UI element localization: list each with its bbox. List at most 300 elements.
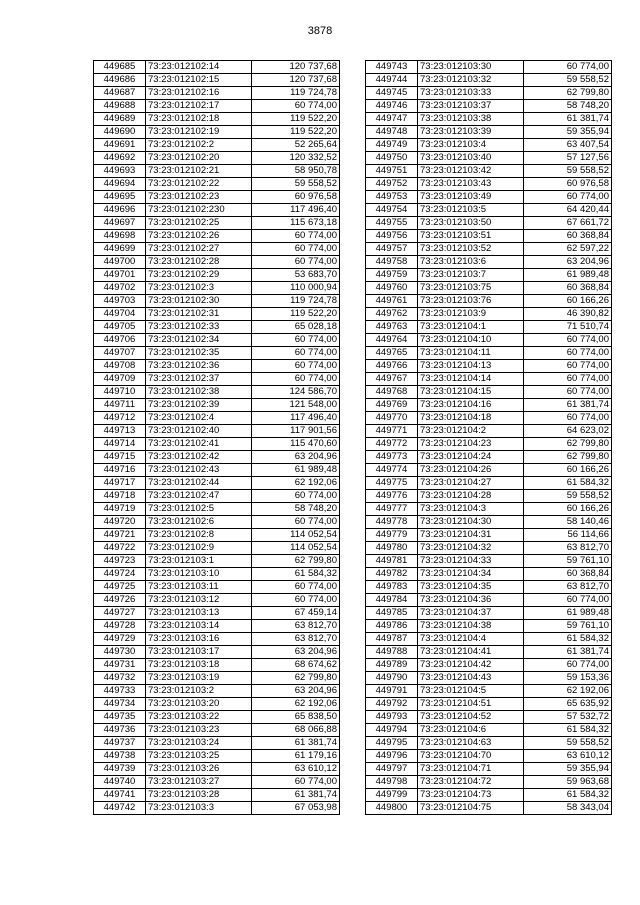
row-id-cell: 449692 [94,152,146,165]
table-row [366,685,612,698]
cadastral-number-cell: 73:23:012103:16 [146,633,252,646]
value-cell: 61 989,48 [524,269,612,282]
cadastral-number-cell: 73:23:012104:5 [418,685,524,698]
table-row [94,555,340,568]
value-cell: 46 390,82 [524,308,612,321]
value-cell: 63 610,12 [252,763,340,776]
cadastral-number-cell: 73:23:012102:25 [146,217,252,230]
table-row [366,607,612,620]
value-cell: 63 812,70 [524,581,612,594]
table-row [94,282,340,295]
row-id-cell: 449770 [366,412,418,425]
row-id-cell: 449698 [94,230,146,243]
table-body-right [366,61,612,815]
row-id-cell: 449788 [366,646,418,659]
value-cell: 61 381,74 [252,737,340,750]
table-row [94,711,340,724]
row-id-cell: 449793 [366,711,418,724]
value-cell: 62 192,06 [252,698,340,711]
cadastral-number-cell: 73:23:012103:14 [146,620,252,633]
table-row [94,295,340,308]
cadastral-number-cell: 73:23:012103:24 [146,737,252,750]
row-id-cell: 449685 [94,61,146,74]
value-cell: 60 976,58 [524,178,612,191]
row-id-cell: 449752 [366,178,418,191]
row-id-cell: 449705 [94,321,146,334]
table-row [366,555,612,568]
value-cell: 60 774,00 [252,490,340,503]
data-table-left [93,60,340,815]
cadastral-number-cell: 73:23:012103:49 [418,191,524,204]
value-cell: 57 127,56 [524,152,612,165]
value-cell: 63 407,54 [524,139,612,152]
value-cell: 53 683,70 [252,269,340,282]
value-cell: 58 950,78 [252,165,340,178]
row-id-cell: 449714 [94,438,146,451]
value-cell: 60 166,26 [524,295,612,308]
data-table-right [365,60,612,815]
table-row [94,763,340,776]
value-cell: 64 623,02 [524,425,612,438]
cadastral-number-cell: 73:23:012102:3 [146,282,252,295]
value-cell: 59 761,10 [524,555,612,568]
cadastral-number-cell: 73:23:012104:28 [418,490,524,503]
table-row [94,61,340,74]
row-id-cell: 449712 [94,412,146,425]
table-row [94,477,340,490]
row-id-cell: 449746 [366,100,418,113]
row-id-cell: 449794 [366,724,418,737]
value-cell: 63 812,70 [524,542,612,555]
row-id-cell: 449693 [94,165,146,178]
table-row [366,347,612,360]
cadastral-number-cell: 73:23:012103:42 [418,165,524,178]
value-cell: 60 774,00 [524,373,612,386]
value-cell: 61 381,74 [524,399,612,412]
row-id-cell: 449766 [366,360,418,373]
table-row [366,516,612,529]
table-row [366,412,612,425]
value-cell: 117 496,40 [252,204,340,217]
table-row [94,685,340,698]
table-row [366,724,612,737]
value-cell: 59 761,10 [524,620,612,633]
cadastral-number-cell: 73:23:012103:17 [146,646,252,659]
cadastral-number-cell: 73:23:012102:27 [146,243,252,256]
row-id-cell: 449741 [94,789,146,802]
row-id-cell: 449763 [366,321,418,334]
cadastral-number-cell: 73:23:012102:43 [146,464,252,477]
row-id-cell: 449754 [366,204,418,217]
value-cell: 59 558,52 [524,165,612,178]
table-row [366,789,612,802]
value-cell: 61 989,48 [252,464,340,477]
cadastral-number-cell: 73:23:012104:63 [418,737,524,750]
cadastral-number-cell: 73:23:012102:5 [146,503,252,516]
row-id-cell: 449745 [366,87,418,100]
table-row [94,100,340,113]
value-cell: 61 179,16 [252,750,340,763]
cadastral-number-cell: 73:23:012102:33 [146,321,252,334]
value-cell: 117 496,40 [252,412,340,425]
cadastral-number-cell: 73:23:012103:75 [418,282,524,295]
table-row [94,373,340,386]
cadastral-number-cell: 73:23:012103:7 [418,269,524,282]
cadastral-number-cell: 73:23:012102:6 [146,516,252,529]
table-row [366,425,612,438]
row-id-cell: 449743 [366,61,418,74]
table-row [94,646,340,659]
row-id-cell: 449760 [366,282,418,295]
cadastral-number-cell: 73:23:012102:31 [146,308,252,321]
value-cell: 62 799,80 [524,451,612,464]
table-row [366,269,612,282]
cadastral-number-cell: 73:23:012102:20 [146,152,252,165]
value-cell: 62 192,06 [524,685,612,698]
row-id-cell: 449702 [94,282,146,295]
value-cell: 60 774,00 [252,230,340,243]
value-cell: 56 114,66 [524,529,612,542]
table-row [94,503,340,516]
table-body-left [94,61,340,815]
table-row [94,542,340,555]
table-row [94,360,340,373]
cadastral-number-cell: 73:23:012103:52 [418,243,524,256]
cadastral-number-cell: 73:23:012102:4 [146,412,252,425]
table-row [94,737,340,750]
value-cell: 65 838,50 [252,711,340,724]
value-cell: 59 153,36 [524,672,612,685]
table-row [94,789,340,802]
table-row [94,204,340,217]
row-id-cell: 449694 [94,178,146,191]
table-row [94,438,340,451]
cadastral-number-cell: 73:23:012102:2 [146,139,252,152]
value-cell: 60 774,00 [252,243,340,256]
row-id-cell: 449729 [94,633,146,646]
cadastral-number-cell: 73:23:012103:13 [146,607,252,620]
cadastral-number-cell: 73:23:012102:35 [146,347,252,360]
cadastral-number-cell: 73:23:012103:51 [418,230,524,243]
row-id-cell: 449728 [94,620,146,633]
row-id-cell: 449695 [94,191,146,204]
row-id-cell: 449777 [366,503,418,516]
value-cell: 62 192,06 [252,477,340,490]
value-cell: 62 799,80 [524,438,612,451]
row-id-cell: 449758 [366,256,418,269]
cadastral-number-cell: 73:23:012104:42 [418,659,524,672]
table-row [94,529,340,542]
row-id-cell: 449784 [366,594,418,607]
table-row [94,412,340,425]
table-row [366,620,612,633]
value-cell: 62 597,22 [524,243,612,256]
cadastral-number-cell: 73:23:012104:51 [418,698,524,711]
row-id-cell: 449713 [94,425,146,438]
table-row [366,113,612,126]
cadastral-number-cell: 73:23:012103:32 [418,74,524,87]
table-row [366,100,612,113]
cadastral-number-cell: 73:23:012102:47 [146,490,252,503]
row-id-cell: 449764 [366,334,418,347]
value-cell: 61 584,32 [524,477,612,490]
row-id-cell: 449774 [366,464,418,477]
value-cell: 63 610,12 [524,750,612,763]
value-cell: 63 204,96 [252,451,340,464]
table-row [366,581,612,594]
row-id-cell: 449726 [94,594,146,607]
cadastral-number-cell: 73:23:012104:18 [418,412,524,425]
row-id-cell: 449790 [366,672,418,685]
value-cell: 59 355,94 [524,763,612,776]
value-cell: 119 724,78 [252,87,340,100]
table-row [94,178,340,191]
table-row [94,581,340,594]
cadastral-number-cell: 73:23:012102:19 [146,126,252,139]
table-row [94,230,340,243]
table-row [94,165,340,178]
cadastral-number-cell: 73:23:012104:38 [418,620,524,633]
cadastral-number-cell: 73:23:012104:3 [418,503,524,516]
value-cell: 110 000,94 [252,282,340,295]
row-id-cell: 449720 [94,516,146,529]
cadastral-number-cell: 73:23:012103:33 [418,87,524,100]
cadastral-number-cell: 73:23:012104:33 [418,555,524,568]
cadastral-number-cell: 73:23:012103:1 [146,555,252,568]
cadastral-number-cell: 73:23:012104:37 [418,607,524,620]
cadastral-number-cell: 73:23:012104:23 [418,438,524,451]
table-row [366,542,612,555]
table-row [94,724,340,737]
cadastral-number-cell: 73:23:012103:22 [146,711,252,724]
row-id-cell: 449686 [94,74,146,87]
value-cell: 60 774,00 [524,61,612,74]
table-row [94,269,340,282]
table-row [94,87,340,100]
cadastral-number-cell: 73:23:012102:42 [146,451,252,464]
row-id-cell: 449687 [94,87,146,100]
value-cell: 120 737,68 [252,74,340,87]
row-id-cell: 449800 [366,802,418,815]
value-cell: 65 635,92 [524,698,612,711]
value-cell: 58 748,20 [524,100,612,113]
value-cell: 117 901,56 [252,425,340,438]
row-id-cell: 449703 [94,295,146,308]
table-row [94,802,340,815]
row-id-cell: 449791 [366,685,418,698]
cadastral-number-cell: 73:23:012102:40 [146,425,252,438]
table-row [94,243,340,256]
table-row [94,152,340,165]
row-id-cell: 449757 [366,243,418,256]
table-row [94,113,340,126]
table-row [366,646,612,659]
cadastral-number-cell: 73:23:012102:14 [146,61,252,74]
row-id-cell: 449717 [94,477,146,490]
value-cell: 115 673,18 [252,217,340,230]
row-id-cell: 449768 [366,386,418,399]
table-row [366,490,612,503]
table-row [366,243,612,256]
value-cell: 67 053,98 [252,802,340,815]
row-id-cell: 449740 [94,776,146,789]
value-cell: 60 774,00 [524,659,612,672]
cadastral-number-cell: 73:23:012103:20 [146,698,252,711]
table-row [366,204,612,217]
value-cell: 60 774,00 [252,256,340,269]
cadastral-number-cell: 73:23:012102:23 [146,191,252,204]
value-cell: 65 028,18 [252,321,340,334]
row-id-cell: 449719 [94,503,146,516]
table-row [94,321,340,334]
value-cell: 114 052,54 [252,529,340,542]
cadastral-number-cell: 73:23:012104:35 [418,581,524,594]
row-id-cell: 449749 [366,139,418,152]
row-id-cell: 449688 [94,100,146,113]
table-row [366,802,612,815]
table-row [366,360,612,373]
value-cell: 60 976,58 [252,191,340,204]
value-cell: 63 204,96 [252,646,340,659]
value-cell: 60 166,26 [524,503,612,516]
cadastral-number-cell: 73:23:012103:12 [146,594,252,607]
cadastral-number-cell: 73:23:012104:27 [418,477,524,490]
cadastral-number-cell: 73:23:012103:37 [418,100,524,113]
row-id-cell: 449727 [94,607,146,620]
table-row [94,334,340,347]
cadastral-number-cell: 73:23:012102:9 [146,542,252,555]
table-row [94,74,340,87]
value-cell: 58 748,20 [252,503,340,516]
value-cell: 120 332,52 [252,152,340,165]
table-row [366,633,612,646]
table-row [94,308,340,321]
cadastral-number-cell: 73:23:012103:30 [418,61,524,74]
cadastral-number-cell: 73:23:012102:29 [146,269,252,282]
value-cell: 119 522,20 [252,126,340,139]
table-row [94,750,340,763]
value-cell: 60 774,00 [252,360,340,373]
value-cell: 61 584,32 [252,568,340,581]
value-cell: 60 166,26 [524,464,612,477]
cadastral-number-cell: 73:23:012103:9 [418,308,524,321]
value-cell: 61 989,48 [524,607,612,620]
value-cell: 60 774,00 [524,347,612,360]
value-cell: 60 774,00 [252,516,340,529]
row-id-cell: 449739 [94,763,146,776]
value-cell: 58 343,04 [524,802,612,815]
row-id-cell: 449797 [366,763,418,776]
cadastral-number-cell: 73:23:012102:21 [146,165,252,178]
cadastral-number-cell: 73:23:012103:43 [418,178,524,191]
row-id-cell: 449718 [94,490,146,503]
table-row [366,139,612,152]
row-id-cell: 449772 [366,438,418,451]
cadastral-number-cell: 73:23:012102:230 [146,204,252,217]
table-row [94,490,340,503]
table-row [94,191,340,204]
table-row [366,464,612,477]
table-row [366,672,612,685]
row-id-cell: 449783 [366,581,418,594]
cadastral-number-cell: 73:23:012104:43 [418,672,524,685]
cadastral-number-cell: 73:23:012103:50 [418,217,524,230]
page-number: 3878 [307,25,333,37]
value-cell: 115 470,60 [252,438,340,451]
value-cell: 60 774,00 [524,334,612,347]
row-id-cell: 449776 [366,490,418,503]
table-row [366,334,612,347]
table-row [366,230,612,243]
row-id-cell: 449736 [94,724,146,737]
cadastral-number-cell: 73:23:012103:40 [418,152,524,165]
value-cell: 120 737,68 [252,61,340,74]
row-id-cell: 449691 [94,139,146,152]
value-cell: 60 368,84 [524,568,612,581]
table-row [366,178,612,191]
table-row [366,711,612,724]
cadastral-number-cell: 73:23:012104:4 [418,633,524,646]
table-row [366,152,612,165]
row-id-cell: 449723 [94,555,146,568]
cadastral-number-cell: 73:23:012104:31 [418,529,524,542]
row-id-cell: 449769 [366,399,418,412]
row-id-cell: 449708 [94,360,146,373]
cadastral-number-cell: 73:23:012102:41 [146,438,252,451]
row-id-cell: 449704 [94,308,146,321]
cadastral-number-cell: 73:23:012103:2 [146,685,252,698]
row-id-cell: 449722 [94,542,146,555]
row-id-cell: 449707 [94,347,146,360]
row-id-cell: 449734 [94,698,146,711]
table-row [94,451,340,464]
row-id-cell: 449696 [94,204,146,217]
cadastral-number-cell: 73:23:012102:17 [146,100,252,113]
cadastral-number-cell: 73:23:012102:22 [146,178,252,191]
row-id-cell: 449775 [366,477,418,490]
cadastral-number-cell: 73:23:012102:26 [146,230,252,243]
value-cell: 60 774,00 [524,386,612,399]
value-cell: 61 584,32 [524,789,612,802]
table-row [366,74,612,87]
row-id-cell: 449761 [366,295,418,308]
cadastral-number-cell: 73:23:012103:19 [146,672,252,685]
table-row [94,568,340,581]
row-id-cell: 449795 [366,737,418,750]
value-cell: 52 265,64 [252,139,340,152]
row-id-cell: 449792 [366,698,418,711]
row-id-cell: 449748 [366,126,418,139]
row-id-cell: 449747 [366,113,418,126]
cadastral-number-cell: 73:23:012102:16 [146,87,252,100]
row-id-cell: 449762 [366,308,418,321]
value-cell: 60 774,00 [524,594,612,607]
table-row [366,750,612,763]
cadastral-number-cell: 73:23:012102:30 [146,295,252,308]
row-id-cell: 449697 [94,217,146,230]
cadastral-number-cell: 73:23:012104:15 [418,386,524,399]
cadastral-number-cell: 73:23:012102:8 [146,529,252,542]
row-id-cell: 449706 [94,334,146,347]
row-id-cell: 449753 [366,191,418,204]
value-cell: 60 774,00 [252,334,340,347]
cadastral-number-cell: 73:23:012102:34 [146,334,252,347]
row-id-cell: 449756 [366,230,418,243]
row-id-cell: 449701 [94,269,146,282]
cadastral-number-cell: 73:23:012103:18 [146,659,252,672]
value-cell: 68 674,62 [252,659,340,672]
cadastral-number-cell: 73:23:012104:73 [418,789,524,802]
